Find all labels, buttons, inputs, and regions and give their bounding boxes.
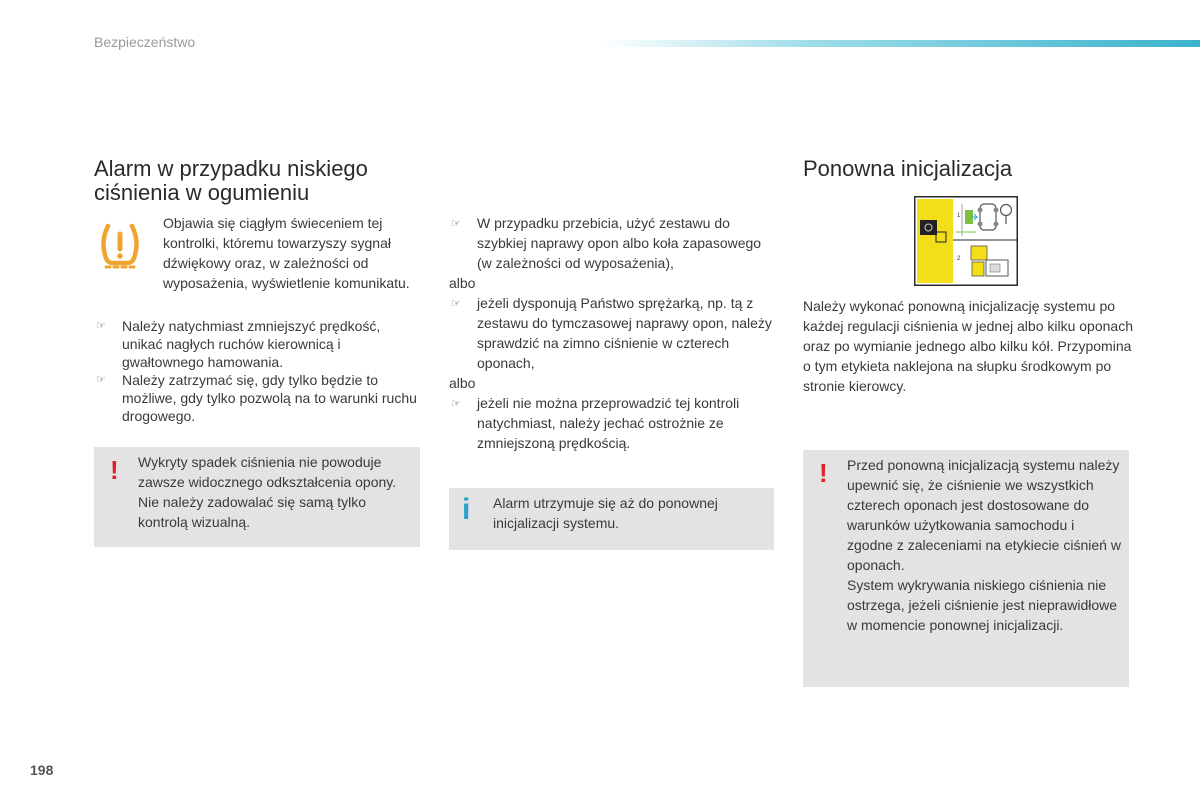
albo-label: albo [449, 375, 476, 391]
list-item [94, 371, 424, 425]
page-number: 198 [30, 762, 54, 778]
list-item-text: jeżeli dysponują Państwo sprężarką, np. tą z zestawu do tymczasowej naprawy opon, należy sprawdzić na zimno ciśnienie w czterech oponach, [477, 295, 772, 371]
header-accent-bar [600, 40, 1200, 47]
section-label: Bezpieczeństwo [94, 34, 196, 50]
info-icon: i [462, 493, 471, 526]
list-item [94, 317, 424, 371]
exclamation-icon: ! [819, 458, 828, 488]
alert-paragraph: Przed ponowną inicjalizacją systemu należy upewnić się, że ciśnienie we wszystkich czterech oponach jest dostosowane do warunków użytkowania samochodu i zgodne z zaleceniami na etykiecie ciśnień w oponach. [847, 457, 1121, 573]
warning-description: Objawia się ciągłym świeceniem tej kontrolki, któremu towarzyszy sygnał dźwiękowy oraz, w zależności od wyposażenia, wyświetlenie komunikatu. [163, 215, 410, 291]
section-title-low-pressure: Alarm w przypadku niskiego ciśnienia w ogumieniu [94, 156, 368, 205]
pointing-hand-icon: ☞ [451, 298, 461, 310]
exclamation-icon: ! [110, 455, 119, 485]
middle-column [449, 213, 779, 453]
tyre-pressure-label-image [914, 196, 1018, 286]
label-step-number: 1 [957, 213, 961, 219]
alert-box-right [803, 450, 1129, 687]
label-step-number: 2 [957, 256, 961, 262]
list-item [449, 293, 779, 373]
list-item-text: W przypadku przebicia, użyć zestawu do szybkiej naprawy opon albo koła zapasowego (w zależności od wyposażenia), [477, 215, 762, 271]
list-item [449, 213, 779, 273]
alert-box-text [847, 455, 1123, 635]
info-box-text: Alarm utrzymuje się aż do ponownej inicjalizacji systemu. [493, 495, 718, 531]
albo-label: albo [449, 275, 476, 291]
pointing-hand-icon: ☞ [96, 374, 106, 386]
alert-paragraph: System wykrywania niskiego ciśnienia nie ostrzega, jeżeli ciśnienie jest nieprawidłowe w momencie ponownej inicjalizacji. [847, 577, 1118, 633]
info-box [449, 488, 774, 550]
section-title-reinit: Ponowna inicjalizacja [803, 156, 1013, 181]
pointing-hand-icon: ☞ [451, 218, 461, 230]
left-bullet-list [94, 317, 424, 425]
reinit-description: Należy wykonać ponowną inicjalizację systemu po każdej regulacji ciśnienia w jednej albo kilku oponach oraz po wymianie jednego albo kilku kół. Przypomina o tym etykieta naklejona na słupku środkowym po stronie kierowcy. [803, 298, 1133, 394]
alert-box-left [94, 447, 420, 547]
list-item [449, 393, 779, 453]
alert-box-text: Wykryty spadek ciśnienia nie powoduje zawsze widocznego odkształcenia opony. Nie należy zadowalać się samą tylko kontrolą wizualną. [138, 454, 397, 530]
pointing-hand-icon: ☞ [451, 398, 461, 410]
list-item-text: Należy zatrzymać się, gdy tylko będzie to możliwe, gdy tylko pozwolą na to warunki ruchu drogowego. [122, 372, 417, 424]
pointing-hand-icon: ☞ [96, 320, 106, 332]
tire-pressure-warning-icon [98, 222, 142, 270]
list-item-text: jeżeli nie można przeprowadzić tej kontroli natychmiast, należy jechać ostrożnie ze zmniejszoną prędkością. [477, 395, 740, 451]
list-item-text: Należy natychmiast zmniejszyć prędkość, unikać nagłych ruchów kierownicą i gwałtownego hamowania. [122, 318, 381, 370]
